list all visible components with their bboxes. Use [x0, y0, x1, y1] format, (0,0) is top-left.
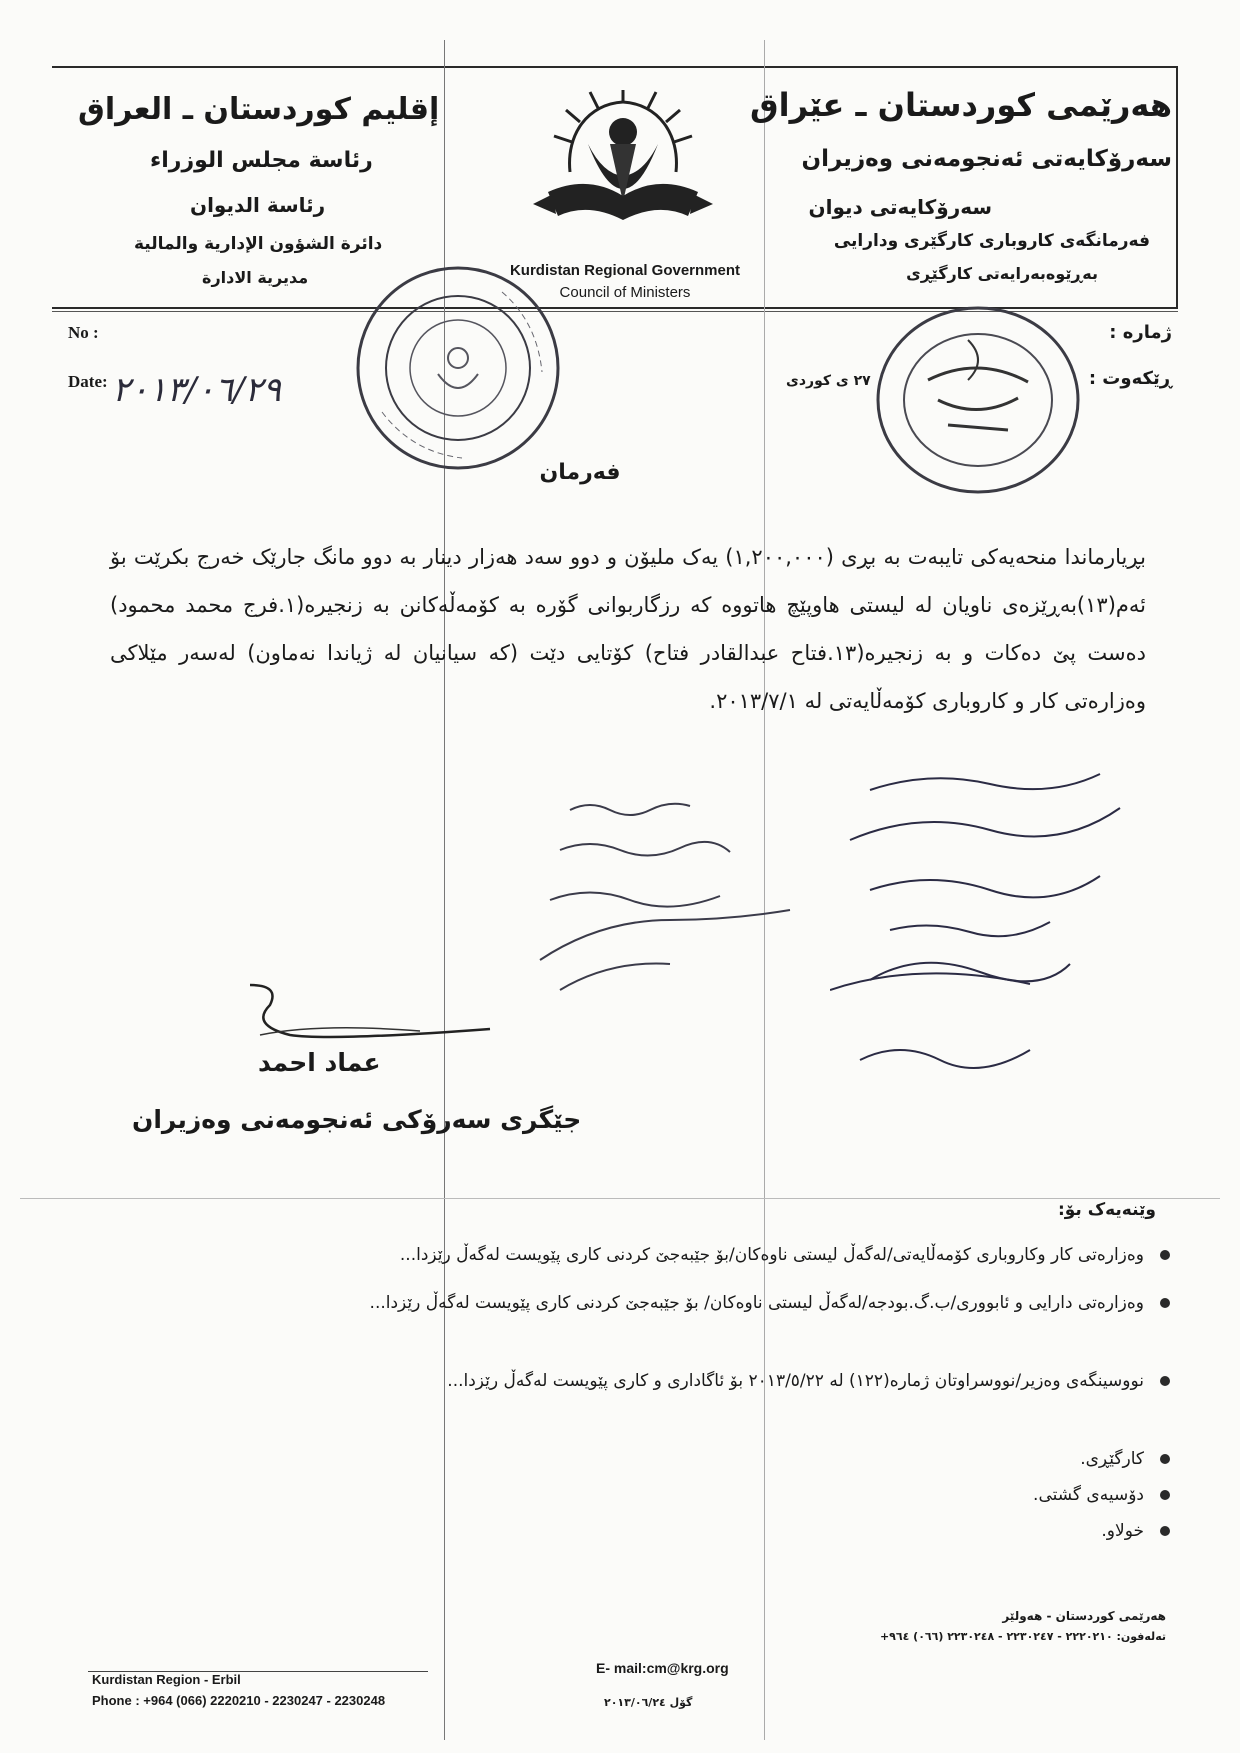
number-label-kurdish: ژمارە :: [1109, 322, 1172, 343]
footer-email: E- mail:cm@krg.org: [596, 1660, 729, 1676]
header-department-arabic: دائرة الشؤون الإدارية والمالية: [134, 234, 383, 254]
council-stamp-icon: [352, 262, 564, 474]
date-label-kurdish: ڕێکەوت :: [1088, 368, 1172, 389]
header-directorate-kurdish: بەڕێوەبەرایەتی کارگێڕی: [906, 264, 1098, 283]
copy-item: وەزارەتی کار وکاروباری کۆمەڵایەتی/لەگەڵ لیستی ناوەکان/بۆ جێبەجێ کردنی کاری پێویست لەگەڵ رێزدا...: [150, 1236, 1170, 1274]
council-english-name: Council of Ministers: [559, 284, 691, 301]
header-border-top: [52, 66, 1178, 68]
footer-stamp-date: گۆل ٢٠١٣/٠٦/٢٤: [604, 1696, 693, 1709]
fold-line-horizontal: [20, 1198, 1220, 1199]
document-title: فەرمان: [539, 460, 621, 485]
header-council-arabic: رئاسة مجلس الوزراء: [150, 148, 373, 173]
bullet-icon: [1160, 1490, 1170, 1500]
header-council-kurdish: سەرۆکایەتی ئەنجومەنی وەزیران: [801, 146, 1172, 172]
copy-item: وەزارەتی دارایی و ئابووری/ب.گ.بودجە/لەگەڵ لیستی ناوەکان/ بۆ جێبەجێ کردنی کاری پێویست لەگەڵ رێزدا...: [150, 1284, 1170, 1322]
krg-emblem-icon: [528, 84, 718, 234]
copy-item: نووسینگەی وەزیر/نووسراوتان ژمارە(١٢٢) لە ٢٠١٣/٥/٢٢ بۆ ئاگاداری و کاری پێویست لەگەڵ رێزدا...: [150, 1362, 1170, 1400]
header-department-kurdish: فەرمانگەی کاروباری کارگێری ودارایی: [833, 231, 1150, 251]
bullet-icon: [1160, 1526, 1170, 1536]
document-body: بڕیارماندا منحەیەکی تایبەت بە بڕی (١,٢٠٠,٠٠٠) یەک ملیۆن و دوو سەد هەزار دینار بە دوو مانگ جارێک خەرج بکرێت بۆ ئەم(١٣)بەڕێزەی ناویان لە لیستی هاوپێچ هاتووە کە رزگاربوانی گۆرە بە کۆمەڵەکانن بە زنجیرە(١.فرج محمد محمود) دەست پێ دەکات و بە زنجیرە(١٣.فتاح عبدالقادر فتاح) کۆتایی دێت (کە سیانیان لە ژیاندا نەماون) لەسەر مێلاکی وەزارەتی کار و کاروباری کۆمەڵایەتی لە ٢٠١٣/٧/١.: [110, 545, 1147, 713]
copy-item: خولاو.: [150, 1512, 1170, 1550]
header-directorate-arabic: مديرية الادارة: [202, 268, 309, 287]
header-diwan-kurdish: سەرۆکایەتی دیوان: [808, 195, 992, 219]
footer-phone-kurdish: تەلەفون: ٢٢٢٠٢١٠ - ٢٢٣٠٢٤٧ - ٢٢٣٠٢٤٨ (٠٦٦) ٩٦٤+: [879, 1630, 1166, 1643]
header-region-kurdish: هەرێمی کوردستان ـ عێراق: [750, 86, 1172, 124]
bullet-icon: [1160, 1250, 1170, 1260]
kurdish-calendar-date: ٢٧ ی کوردی: [786, 373, 871, 389]
date-label-english: Date:: [68, 372, 108, 391]
bullet-icon: [1160, 1298, 1170, 1308]
header-border-right: [1176, 66, 1178, 309]
copy-item: کارگێڕی.: [150, 1440, 1170, 1478]
header-region-arabic: إقليم كوردستان ـ العراق: [78, 92, 440, 127]
signatory-name: عماد احمد: [258, 1048, 381, 1077]
handwritten-date: ٢٠١٣/٠٦/٢٩: [112, 370, 282, 410]
handwritten-note-center: [530, 790, 800, 1020]
signatory-title: جێگری سەرۆکی ئەنجومەنی وەزیران: [132, 1105, 582, 1134]
handwritten-note-right: [830, 760, 1160, 1090]
krg-english-name: Kurdistan Regional Government: [509, 262, 741, 279]
number-label-english: No :: [68, 323, 99, 342]
copies-heading: وێنەیەک بۆ:: [1057, 1200, 1156, 1220]
header-diwan-arabic: رئاسة الديوان: [190, 193, 326, 217]
footer-address: Kurdistan Region - Erbil: [92, 1672, 241, 1687]
footer-phone: Phone : +964 (066) 2220210 - 2230247 - 2230248: [92, 1693, 386, 1708]
copy-item: دۆسیەی گشتی.: [150, 1476, 1170, 1514]
bullet-icon: [1160, 1376, 1170, 1386]
footer-address-kurdish: هەرێمی کوردستان - هەولێر: [1002, 1609, 1166, 1623]
bullet-icon: [1160, 1454, 1170, 1464]
